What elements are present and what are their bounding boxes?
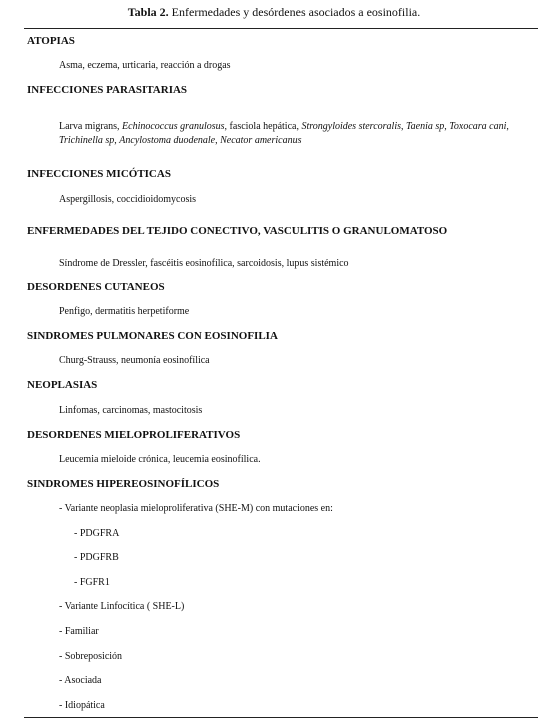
parasite-trichinella: Trichinella sp bbox=[59, 135, 115, 146]
variante-familiar: - Familiar bbox=[59, 626, 99, 637]
variante-idiopatica: - Idiopática bbox=[59, 700, 105, 711]
bottom-rule bbox=[24, 717, 538, 718]
mutacion-pdgfra: - PDGFRA bbox=[74, 528, 120, 539]
header-mielo: DESORDENES MIELOPROLIFERATIVOS bbox=[27, 429, 241, 441]
header-hipereos: SINDROMES HIPEREOSINOFÍLICOS bbox=[27, 478, 220, 490]
text-conectivo: Síndrome de Dressler, fascéitis eosinofílica, sarcoidosis, lupus sistémico bbox=[59, 258, 349, 269]
table-title-number: Tabla 2. bbox=[127, 5, 169, 19]
parasite-text-1: Larva migrans, bbox=[59, 121, 123, 132]
parasite-text-3: , bbox=[400, 121, 406, 132]
header-pulmonares: SINDROMES PULMONARES CON EOSINOFILIA bbox=[27, 330, 278, 342]
header-conectivo: ENFERMEDADES DEL TEJIDO CONECTIVO, VASCULITIS O GRANULOMATOSO bbox=[27, 225, 448, 237]
header-micoticas: INFECCIONES MICÓTICAS bbox=[27, 168, 171, 180]
table-title bbox=[0, 5, 548, 20]
mutacion-fgfr1: - FGFR1 bbox=[74, 577, 110, 588]
text-atopias: Asma, eczema, urticaria, reacción a drogas bbox=[59, 60, 231, 71]
parasite-text-6: , bbox=[114, 135, 120, 146]
text-mielo: Leucemia mieloide crónica, leucemia eosinofílica. bbox=[59, 454, 261, 465]
variante-asociada: - Asociada bbox=[59, 675, 102, 686]
text-cutaneos: Penfigo, dermatitis herpetiforme bbox=[59, 306, 190, 317]
parasite-text-2: , fasciola hepática, bbox=[224, 121, 302, 132]
text-pulmonares: Churg-Strauss, neumonía eosinofílica bbox=[59, 355, 210, 366]
parasite-text-5: , bbox=[506, 121, 509, 132]
header-atopias: ATOPIAS bbox=[27, 35, 75, 47]
text-neoplasias: Linfomas, carcinomas, mastocitosis bbox=[59, 405, 203, 416]
parasite-taenia: Taenia sp bbox=[405, 121, 445, 132]
text-parasitarias bbox=[59, 120, 537, 148]
header-neoplasias: NEOPLASIAS bbox=[27, 379, 98, 391]
variante-sobreposicion: - Sobreposición bbox=[59, 651, 123, 662]
variante-m: - Variante neoplasia mieloproliferativa (SHE-M) con mutaciones en: bbox=[59, 503, 333, 514]
parasite-strongyloides: Strongyloides stercoralis bbox=[301, 121, 401, 132]
parasite-text-4: , bbox=[444, 121, 450, 132]
parasite-echinococcus: Echinococcus granulosus bbox=[122, 121, 225, 132]
parasite-toxocara: Toxocara cani bbox=[449, 121, 507, 132]
header-cutaneos: DESORDENES CUTANEOS bbox=[27, 281, 165, 293]
mutacion-pdgfrb: - PDGFRB bbox=[74, 552, 119, 563]
variante-l: - Variante Linfocítica ( SHE-L) bbox=[59, 601, 185, 612]
top-rule bbox=[24, 28, 538, 29]
header-parasitarias: INFECCIONES PARASITARIAS bbox=[27, 84, 188, 96]
table-title-text: Enfermedades y desórdenes asociados a eosinofilia. bbox=[168, 5, 421, 19]
parasite-text-7: , bbox=[215, 135, 221, 146]
parasite-necator: Necator americanus bbox=[220, 135, 302, 146]
parasite-ancylostoma: Ancylostoma duodenale bbox=[119, 135, 216, 146]
text-micoticas: Aspergillosis, coccidioidomycosis bbox=[59, 194, 197, 205]
